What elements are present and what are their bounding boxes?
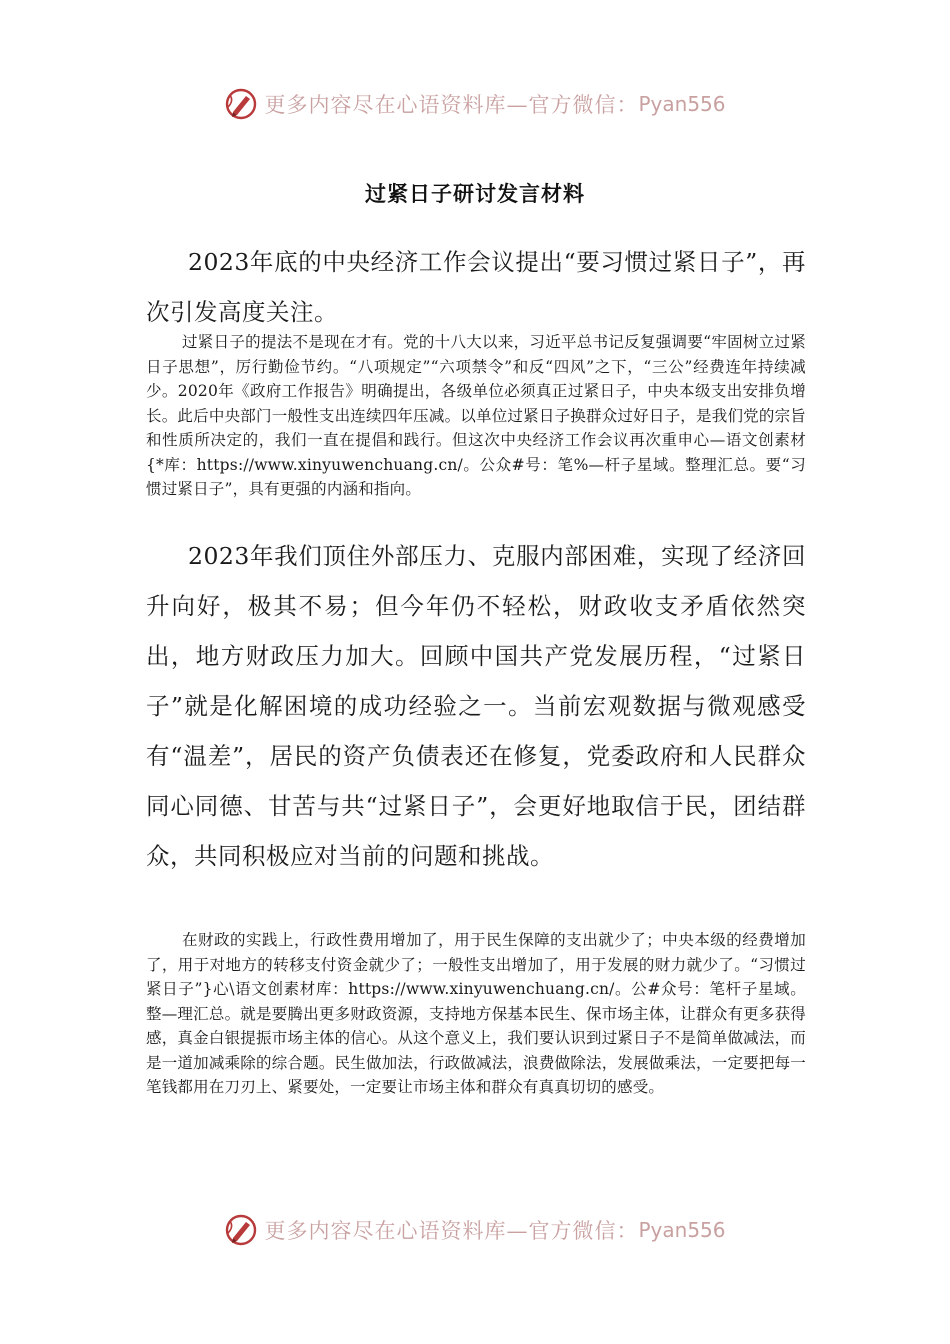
paragraph-2023-review: 2023年我们顶住外部压力、克服内部困难，实现了经济回升向好，极其不易；但今年仍不轻松，财政收支矛盾依然突出，地方财政压力加大。回顾中国共产党发展历程，“过紧日子”就是化解困境的成功经验之一。当前宏观数据与微观感受有“温差”，居民的资产负债表还在修复，党委政府和人民群众同心同德、甘苦与共“过紧日子”，会更好地取信于民，团结群众，共同积极应对当前的问题和挑战。 — [146, 542, 806, 870]
paragraph-fiscal-practice: 在财政的实践上，行政性费用增加了，用于民生保障的支出就少了；中央本级的经费增加了，用于对地方的转移支付资金就少了；一般性支出增加了，用于发展的财力就少了。“习惯过紧日子”}心\语文创素材库：https://www.xinyuwenchuang.cn/。公#众号：笔杆子星域。整—理汇总。就是要腾出更多财政资源，支持地方保基本民生、保市场主体，让群众有更多获得感，真金白银提振市场主体的信心。从这个意义上，我们要认识到过紧日子不是简单做减法，而是一道加减乘除的综合题。民生做加法，行政做减法，浪费做除法，发展做乘法，一定要把每一笔钱都用在刀刃上、紧要处，一定要让市场主体和群众有真真切切的感受。 — [146, 931, 806, 1096]
paragraph-background: 过紧日子的提法不是现在才有。党的十八大以来，习近平总书记反复强调要“牢固树立过紧日子思想”，厉行勤俭节约。“八项规定”“六项禁令”和反“四风”之下，“三公”经费连年持续减少。2020年《政府工作报告》明确提出，各级单位必须真正过紧日子，中央本级支出安排负增长。此后中央部门一般性支出连续四年压减。以单位过紧日子换群众过好日子，是我们党的宗旨和性质所决定的，我们一直在提倡和践行。但这次中央经济工作会议再次重申心—语文创素材{*库：https://www.xinyuwenchuang.cn/。公众#号：笔%—杆子星域。整理汇总。要“习惯过紧日子”，具有更强的内涵和指向。 — [146, 333, 806, 498]
banner-text: 更多内容尽在心语资料库—官方微信： — [264, 1219, 639, 1243]
banner-text: 更多内容尽在心语资料库—官方微信： — [264, 93, 639, 117]
document-title: 过紧日子研讨发言材料 — [365, 181, 585, 206]
footer-watermark-banner — [0, 1210, 950, 1250]
banner-wechat-id: Pyan556 — [638, 92, 726, 116]
pen-logo-icon — [224, 1213, 258, 1247]
header-watermark-banner — [0, 84, 950, 124]
paragraph-intro: 2023年底的中央经济工作会议提出“要习惯过紧日子”，再次引发高度关注。 — [146, 248, 806, 326]
pen-logo-icon — [224, 87, 258, 121]
banner-wechat-id: Pyan556 — [638, 1218, 726, 1242]
